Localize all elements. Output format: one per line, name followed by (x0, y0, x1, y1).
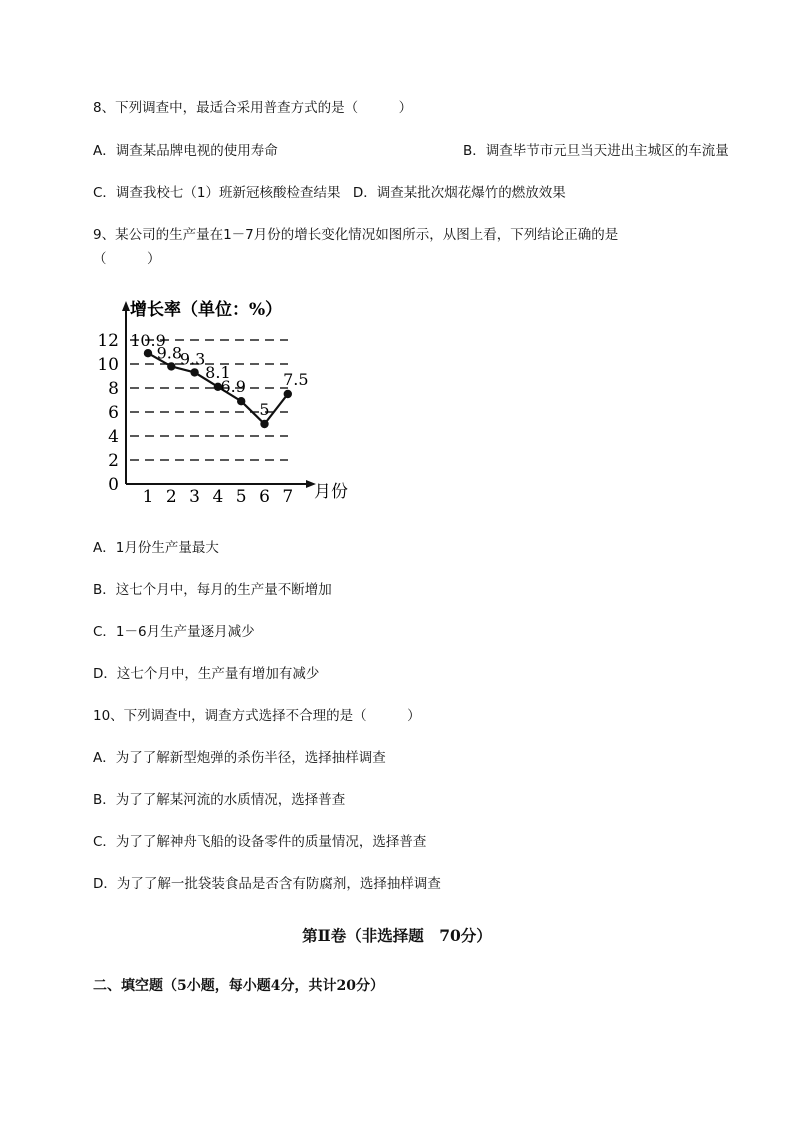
section-title: 第Ⅱ卷（非选择题 70分） (302, 926, 492, 945)
y-tick-12: 12 (97, 331, 119, 351)
y-axis-arrow (122, 301, 130, 311)
y-tick-6: 6 (108, 403, 119, 423)
chart-data-labels (130, 331, 308, 419)
data-label-3: 9.3 (179, 349, 206, 369)
data-point-2 (167, 362, 175, 370)
q10-option-c: C．为了了解神舟飞船的设备零件的质量情况，选择普查 (93, 834, 427, 850)
q10-stem: 10、下列调查中，调查方式选择不合理的是（ ） (93, 708, 421, 724)
chart-xlabel: 月份 (314, 482, 348, 502)
data-point-3 (190, 368, 198, 376)
data-point-5 (237, 397, 245, 405)
data-label-4: 8.1 (205, 362, 231, 382)
section-subtitle: 二、填空题（5小题，每小题4分，共计20分） (93, 978, 384, 994)
y-tick-2: 2 (108, 451, 119, 471)
q10-option-b: B．为了了解某河流的水质情况，选择普查 (93, 792, 346, 808)
x-tick-7: 7 (282, 487, 294, 507)
chart-ylabel: 增长率（单位：%） (130, 300, 283, 320)
q8-option-a: A．调查某品牌电视的使用寿命 (93, 143, 278, 159)
data-label-7: 7.5 (283, 370, 309, 389)
x-tick-3: 3 (189, 487, 201, 507)
data-label-2: 9.8 (156, 343, 183, 363)
q9-stem-line2: （ ） (93, 251, 161, 267)
q8-option-row-1 (93, 142, 729, 160)
q9-option-b: B．这七个月中，每月的生产量不断增加 (93, 582, 332, 598)
x-tick-4: 4 (212, 487, 224, 507)
data-point-1 (144, 349, 152, 357)
q9-option-a: A．1月份生产量最大 (93, 540, 219, 556)
q8-option-row-2 (93, 184, 566, 202)
x-tick-6: 6 (259, 487, 270, 507)
data-point-6 (260, 420, 268, 428)
q8-option-b: B．调查毕节市元旦当天进出主城区的车流量 (463, 143, 729, 159)
q8-stem: 8、下列调查中，最适合采用普查方式的是（ ） (93, 100, 413, 116)
data-label-5: 6.9 (220, 377, 246, 397)
q10-option-a: A．为了了解新型炮弹的杀伤半径，选择抽样调查 (93, 750, 386, 766)
y-tick-4: 4 (108, 427, 119, 447)
y-tick-8: 8 (108, 379, 119, 399)
x-tick-5: 5 (235, 487, 247, 507)
data-label-1: 10.9 (130, 331, 166, 351)
data-point-7 (284, 390, 292, 398)
q8-option-c: C．调查我校七（1）班新冠核酸检查结果 (93, 185, 341, 201)
chart-y-ticks (97, 331, 119, 495)
chart-x-ticks (143, 487, 294, 507)
growth-rate-chart (97, 296, 370, 511)
q9-option-c: C．1－6月生产量逐月减少 (93, 624, 255, 640)
q8-option-d: D．调查某批次烟花爆竹的燃放效果 (352, 185, 566, 201)
data-label-6: 5 (259, 400, 270, 419)
x-tick-1: 1 (142, 487, 154, 507)
q10-option-d: D．为了了解一批袋装食品是否含有防腐剂，选择抽样调查 (93, 876, 441, 892)
q9-stem-line1: 9、某公司的生产量在1－7月份的增长变化情况如图所示，从图上看，下列结论正确的是 (93, 227, 619, 243)
x-tick-2: 2 (165, 487, 177, 507)
y-tick-10: 10 (97, 355, 119, 375)
y-tick-0: 0 (108, 475, 119, 495)
q9-option-d: D．这七个月中，生产量有增加有减少 (93, 666, 320, 682)
